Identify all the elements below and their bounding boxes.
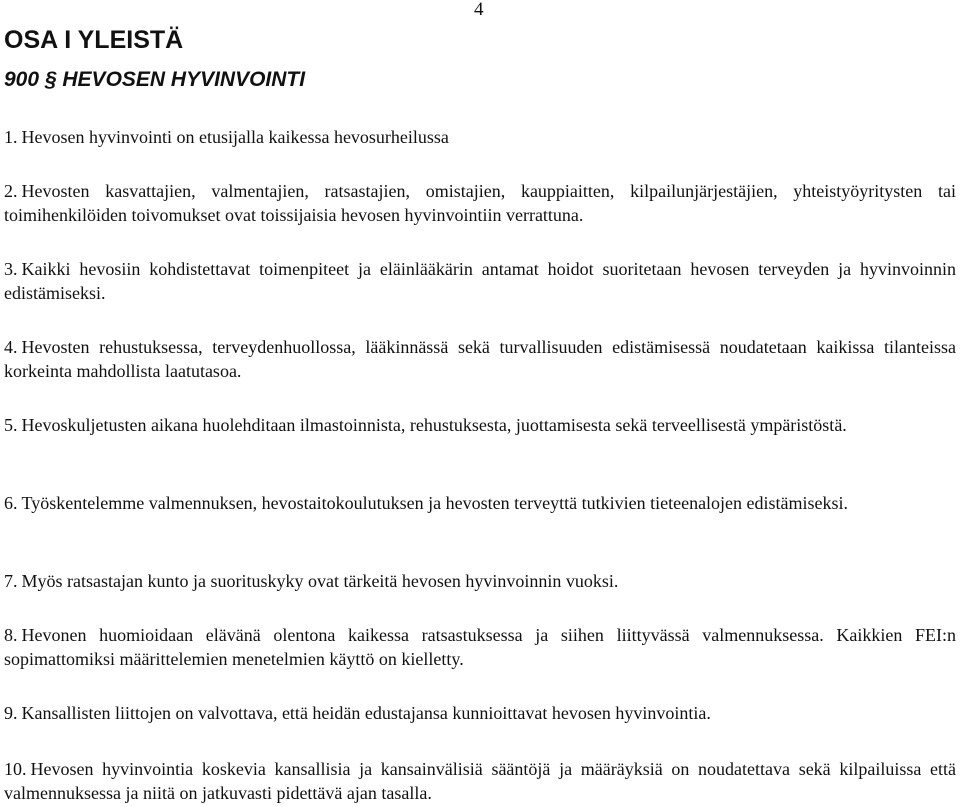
rule-number: 4. xyxy=(4,337,18,357)
rule-number: 6. xyxy=(4,493,18,513)
page-number: 4 xyxy=(474,0,484,20)
rule-text: Hevosten kasvattajien, valmentajien, ratsastajien, omistajien, kauppiaitten, kilpailunjärjestäjien, yhteistyöyritysten tai toimihenkilöiden toivomukset ovat toissijaisia hevosen hyvinvointiin verrattuna. xyxy=(4,181,956,225)
rule-item-8 xyxy=(4,623,956,671)
rule-text: Myös ratsastajan kunto ja suorituskyky ovat tärkeitä hevosen hyvinvoinnin vuoksi. xyxy=(21,571,619,591)
rule-number: 3. xyxy=(4,259,18,279)
rule-item-7 xyxy=(4,569,956,593)
rule-number: 7. xyxy=(4,571,18,591)
rule-item-3 xyxy=(4,257,956,305)
rule-text: Kaikki hevosiin kohdistettavat toimenpiteet ja eläinlääkärin antamat hoidot suoritetaan hevosen terveyden ja hyvinvoinnin edistämiseksi. xyxy=(4,259,956,303)
rule-number: 9. xyxy=(4,703,18,723)
rule-text: Hevonen huomioidaan elävänä olentona kaikessa ratsastuksessa ja siihen liittyvässä valmennuksessa. Kaikkien FEI:n sopimattomiksi määrittelemien menetelmien käyttö on kielletty. xyxy=(4,625,956,669)
rule-number: 5. xyxy=(4,415,18,435)
rule-text: Hevoskuljetusten aikana huolehditaan ilmastoinnista, rehustuksesta, juottamisesta sekä terveellisestä ympäristöstä. xyxy=(21,415,847,435)
rule-number: 1. xyxy=(4,127,18,147)
rule-text: Kansallisten liittojen on valvottava, että heidän edustajansa kunnioittavat hevosen hyvinvointia. xyxy=(21,703,711,723)
section-title: OSA I YLEISTÄ xyxy=(4,26,184,54)
rule-text: Hevosen hyvinvointia koskevia kansallisia ja kansainvälisiä sääntöjä ja määräyksiä on noudatettava sekä kilpailuissa että valmennuksessa ja niitä on jatkuvasti pidettävä ajan tasalla. xyxy=(4,759,956,803)
rule-item-4 xyxy=(4,335,956,383)
rule-item-2 xyxy=(4,179,956,227)
rule-item-1 xyxy=(4,125,956,149)
rule-item-10 xyxy=(4,757,956,805)
subsection-title: 900 § HEVOSEN HYVINVOINTI xyxy=(4,68,306,91)
rule-number: 2. xyxy=(4,181,18,201)
rule-item-5 xyxy=(4,413,956,437)
rule-item-6 xyxy=(4,491,956,515)
rule-text: Työskentelemme valmennuksen, hevostaitokoulutuksen ja hevosten terveyttä tutkivien tieteenalojen edistämiseksi. xyxy=(21,493,849,513)
rule-item-9 xyxy=(4,701,956,725)
rule-number: 8. xyxy=(4,625,18,645)
rule-text: Hevosten rehustuksessa, terveydenhuollossa, lääkinnässä sekä turvallisuuden edistämisessä noudatetaan kaikissa tilanteissa korkeinta mahdollista laatutasoa. xyxy=(4,337,956,381)
rule-text: Hevosen hyvinvointi on etusijalla kaikessa hevosurheilussa xyxy=(21,127,449,147)
rule-number: 10. xyxy=(4,759,27,779)
